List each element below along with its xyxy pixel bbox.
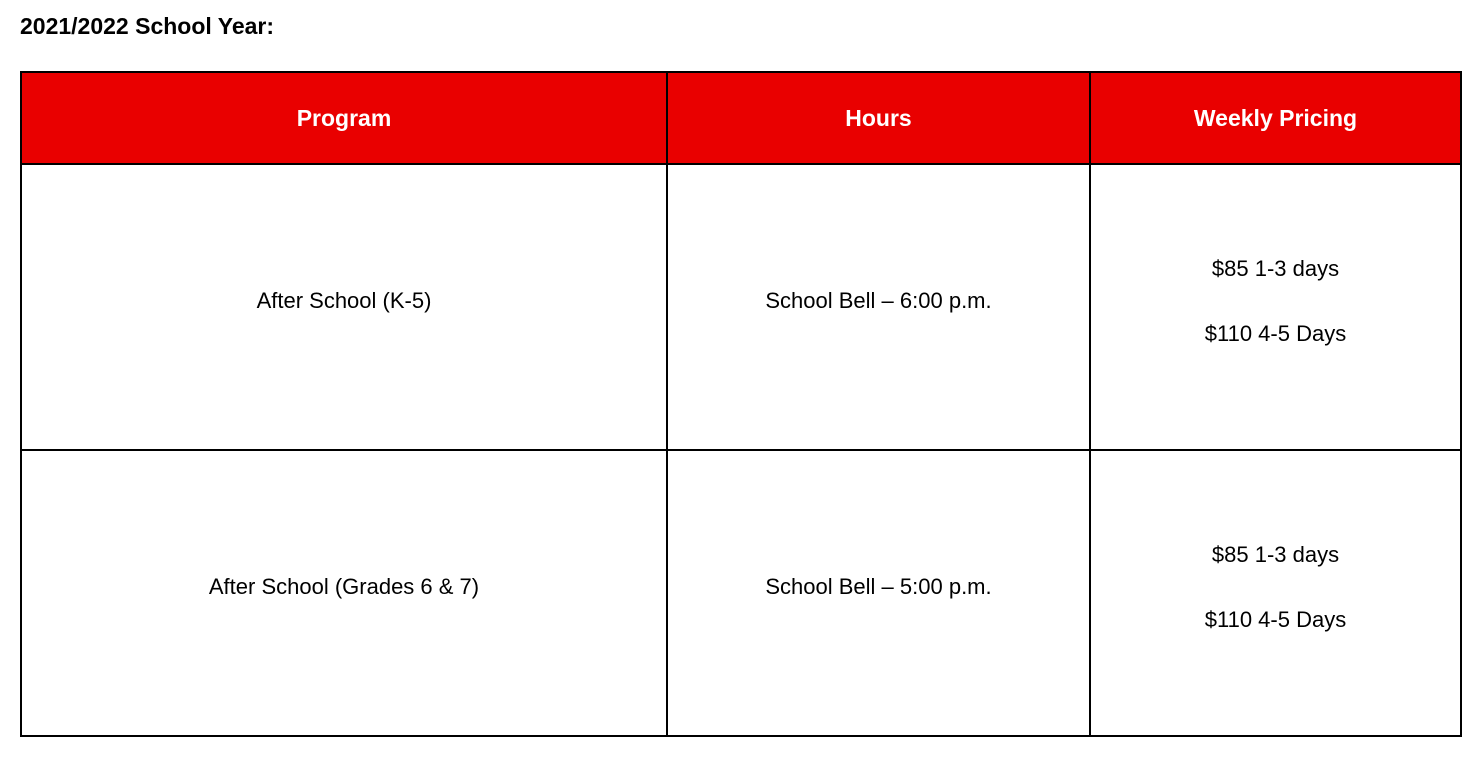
program-cell [21,450,667,736]
price-option: $110 4-5 Days [1204,320,1347,346]
program-name: After School (Grades 6 & 7) [208,574,480,599]
pricing-cell [1090,450,1461,736]
table-header-row [21,72,1461,164]
pricing-table [20,71,1462,737]
pricing-lines [1091,256,1460,347]
table-row [21,450,1461,736]
pricing-lines [1091,542,1460,633]
price-option: $85 1-3 days [1211,255,1340,281]
header-program: Program [21,72,667,164]
header-weekly-pricing: Weekly Pricing [1090,72,1461,164]
price-option: $110 4-5 Days [1204,606,1347,632]
price-option: $85 1-3 days [1211,541,1340,567]
program-hours: School Bell – 5:00 p.m. [765,574,992,599]
header-hours: Hours [667,72,1090,164]
hours-cell [667,164,1090,450]
hours-cell [667,450,1090,736]
program-hours: School Bell – 6:00 p.m. [765,288,992,313]
program-cell [21,164,667,450]
program-name: After School (K-5) [256,288,432,313]
table-row [21,164,1461,450]
page-title: 2021/2022 School Year: [20,13,275,39]
pricing-cell [1090,164,1461,450]
